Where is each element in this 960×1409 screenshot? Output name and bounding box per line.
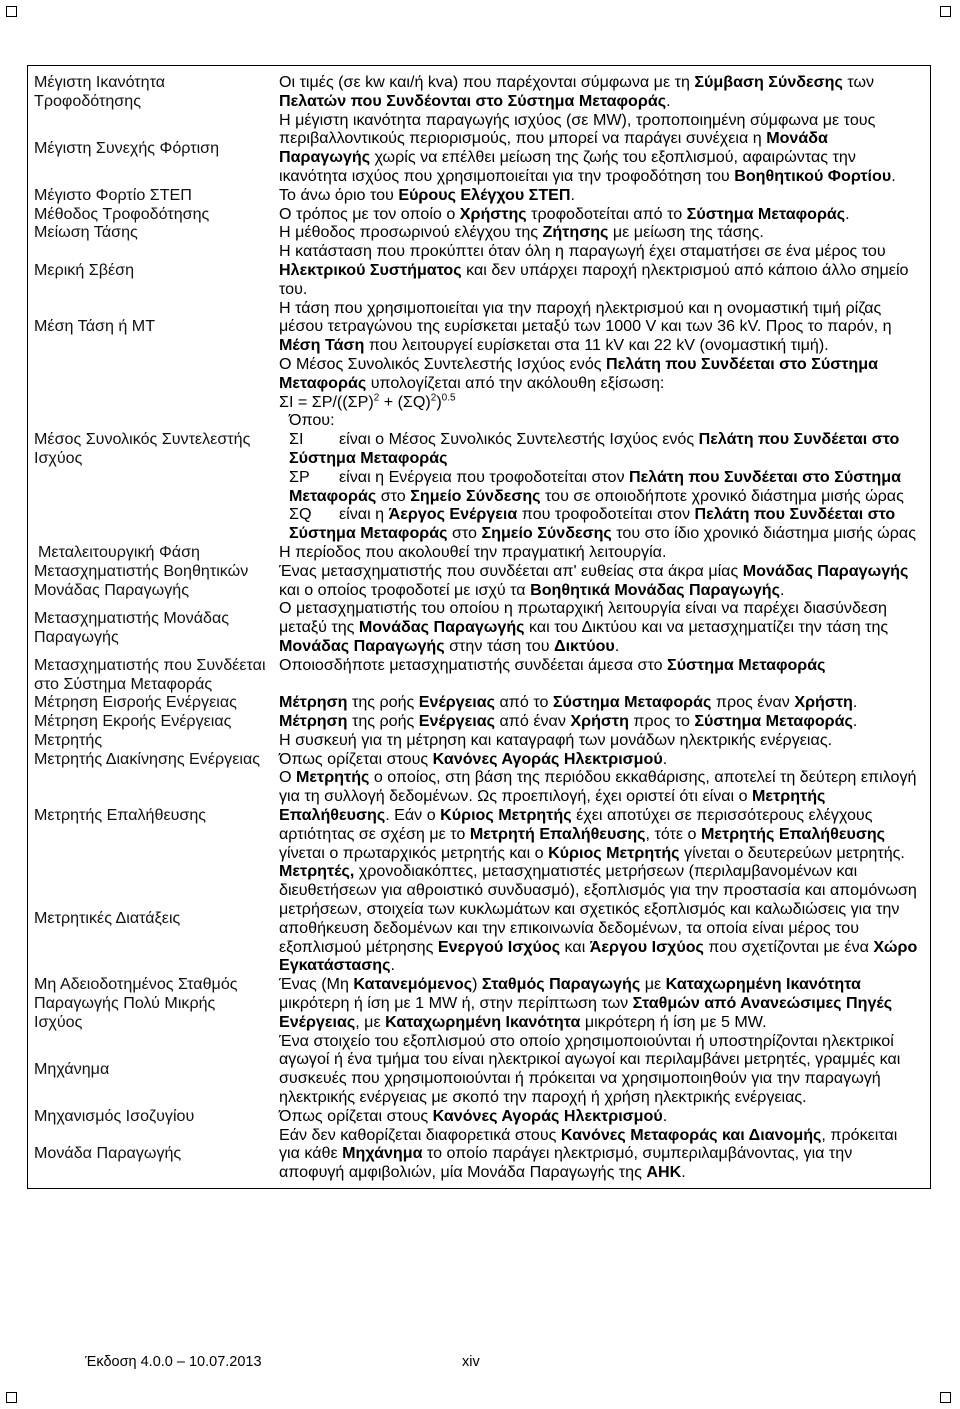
glossary-row	[28, 975, 930, 1031]
definition-text: , τότε ο	[645, 824, 701, 843]
definition-variable-item	[279, 430, 920, 468]
term-text: Μέση Τάση ή ΜΤ	[34, 317, 156, 336]
term-cell	[28, 693, 273, 712]
defined-term: Μέτρηση	[279, 693, 348, 712]
definition-cell	[273, 712, 930, 731]
term-cell	[28, 768, 273, 862]
definition-cell	[273, 111, 930, 186]
definition-cell	[273, 975, 930, 1031]
defined-term: Σύμβαση Σύνδεσης	[694, 73, 843, 91]
definition-paragraph	[279, 599, 920, 655]
definition-text: έχει αποτύχει σε περισσότερους ελέγχους αρτιότητας σε σχέση με το	[279, 806, 873, 843]
defined-term: Άεργου Ισχύος	[589, 937, 704, 956]
definition-cell	[273, 223, 930, 242]
definition-text: υπολογίζεται από την ακόλουθη εξίσωση:	[366, 373, 665, 392]
definition-text: .	[614, 636, 620, 655]
definition-paragraph	[279, 731, 920, 750]
definition-text: και δεν υπάρχει παροχή ηλεκτρισμού από κάποιο άλλο σημείο του.	[279, 260, 909, 298]
definition-text: μικρότερη ή ίση με 5 MW.	[580, 1012, 767, 1031]
term-text: Μεταλειτουργική Φάση	[38, 542, 200, 561]
term-cell	[28, 1107, 273, 1126]
definition-cell	[273, 1032, 930, 1107]
definition-text: Εάν δεν καθορίζεται διαφορετικά στους	[279, 1125, 561, 1144]
crop-mark-bottom-left	[6, 1392, 17, 1403]
term-cell	[28, 186, 273, 205]
definition-text: Ο τρόπος με τον οποίο ο	[279, 204, 460, 223]
definition-text: προς το	[628, 712, 695, 731]
definition-text: προς έναν	[711, 693, 795, 712]
definition-text: των	[842, 73, 875, 91]
term-cell	[28, 731, 273, 750]
defined-term: Μονάδας Παραγωγής	[742, 561, 909, 580]
glossary-row	[28, 1032, 930, 1107]
crop-mark-top-left	[6, 6, 17, 17]
crop-mark-top-right	[940, 6, 951, 17]
term-text: Μηχανισμός Ισοζυγίου	[34, 1106, 195, 1125]
definition-paragraph	[279, 355, 920, 393]
defined-term: Κανόνες Αγοράς Ηλεκτρισμού	[432, 1106, 663, 1125]
glossary-row	[28, 299, 930, 355]
definition-text: στο	[447, 524, 482, 543]
definition-text: Η συσκευή για τη μέτρηση και καταγραφή των μονάδων ηλεκτρικής ενέργειας.	[279, 730, 833, 749]
term-cell	[28, 543, 273, 562]
definition-cell	[273, 768, 930, 862]
definition-text: Όπως ορίζεται στους	[279, 1106, 433, 1125]
defined-term: Σταθμών από Ανανεώσιμες Πηγές Ενέργειας	[279, 994, 893, 1031]
defined-term: Κύριος Μετρητής	[440, 806, 572, 825]
definition-text: το οποίο παράγει ηλεκτρισμό, συμπεριλαμβάνοντας, για την αποφυγή αμφιβολιών, μία Μονάδα Παραγωγής της	[279, 1144, 853, 1182]
defined-term: Μετρητής	[296, 768, 370, 787]
definition-text: )	[436, 392, 442, 411]
variable-label: ΣΙ	[289, 430, 304, 449]
defined-term: Χώρο Εγκατάστασης	[279, 937, 918, 975]
term-text: Μηχάνημα	[34, 1059, 110, 1078]
definition-paragraph	[279, 562, 920, 600]
crop-mark-bottom-right	[940, 1392, 951, 1403]
definition-text: της ροής	[347, 693, 419, 712]
term-cell	[28, 223, 273, 242]
defined-term: Πελάτη που Συνδέεται στο Σύστημα Μεταφοράς	[289, 505, 896, 543]
term-text: Μονάδα Παραγωγής	[34, 1144, 182, 1163]
definition-cell	[273, 693, 930, 712]
definition-cell	[273, 599, 930, 655]
definition-paragraph	[279, 73, 920, 111]
defined-term: Ενέργειας	[418, 712, 496, 731]
definition-cell	[273, 750, 930, 769]
term-cell	[28, 862, 273, 975]
definition-paragraph	[279, 750, 920, 769]
definition-variable-item	[279, 505, 920, 543]
glossary-row	[28, 205, 930, 224]
definition-variable-item	[279, 468, 920, 506]
definition-text: Ένας μετασχηματιστής που συνδέεται απ' ευθείας στα άκρα μίας	[279, 561, 743, 580]
defined-term: Κανόνες Μεταφοράς και Διανομής	[560, 1125, 822, 1144]
footer-page-number: xiv	[462, 1354, 480, 1370]
glossary-row	[28, 1107, 930, 1126]
defined-term: Καταχωρημένη Ικανότητα	[665, 975, 861, 994]
definition-text: .	[662, 749, 668, 768]
definition-paragraph	[279, 1032, 920, 1107]
term-cell	[28, 1032, 273, 1107]
definition-cell	[273, 242, 930, 298]
definition-text: .	[570, 185, 576, 204]
definition-text: τροφοδοτείται από το	[526, 204, 687, 223]
definition-paragraph	[279, 111, 920, 186]
glossary-row	[28, 242, 930, 298]
glossary-row	[28, 712, 930, 731]
variable-label: ΣQ	[289, 505, 312, 524]
definition-text: γίνεται ο πρωταρχικός μετρητής και ο	[279, 843, 549, 862]
term-text: Μέγιστη Συνεχής Φόρτιση	[34, 138, 220, 157]
defined-term: Σύστημα Μεταφοράς	[694, 712, 853, 731]
definition-cell	[273, 731, 930, 750]
term-cell	[28, 975, 273, 1031]
glossary-rows	[28, 73, 930, 1182]
definition-cell	[273, 656, 930, 694]
term-cell	[28, 599, 273, 655]
defined-term: Πελάτη που Συνδέεται στο Σύστημα Μεταφοράς	[289, 430, 900, 467]
definition-text: Η περίοδος που ακολουθεί την πραγματική λειτουργία.	[279, 542, 667, 561]
definition-cell	[273, 1107, 930, 1126]
defined-term: Μετρητής Επαλήθευσης	[279, 787, 826, 825]
glossary-row	[28, 750, 930, 769]
term-cell	[28, 562, 273, 600]
definition-text: στην τάση του	[444, 636, 555, 655]
defined-term: Ζήτησης	[542, 223, 609, 242]
definition-text: είναι ο Μέσος Συνολικός Συντελεστής Ισχύος ενός	[339, 430, 699, 449]
glossary-row	[28, 223, 930, 242]
definition-paragraph	[279, 393, 920, 412]
definition-paragraph	[279, 768, 920, 862]
term-text: Μετρητής Επαλήθευσης	[34, 806, 207, 825]
defined-term: Χρήστης	[459, 204, 527, 223]
definition-text: του στο ίδιο χρονικό διάστημα μισής ώρας	[611, 524, 916, 543]
term-cell	[28, 242, 273, 298]
defined-term: Βοηθητικά Μονάδας Παραγωγής	[530, 580, 781, 599]
definition-text: .	[845, 204, 850, 223]
definition-paragraph	[279, 205, 920, 224]
definition-text: , πρόκειται για κάθε	[279, 1125, 898, 1163]
glossary-row	[28, 111, 930, 186]
definition-text: Όπου:	[289, 411, 335, 430]
glossary-row	[28, 186, 930, 205]
defined-term: Μονάδα Παραγωγής	[279, 129, 828, 167]
definition-paragraph	[279, 712, 920, 731]
definition-text: .	[780, 580, 785, 599]
defined-term: Πελάτη που Συνδέεται στο Σύστημα Μεταφοράς	[279, 354, 879, 392]
defined-term: Μέση Τάση	[279, 336, 365, 355]
definition-text: Η κατάσταση που προκύπτει όταν όλη η παραγωγή έχει σταματήσει σε ένα μέρος του	[279, 242, 886, 261]
term-text: Μέγιστη Ικανότητα Τροφοδότησης	[34, 73, 166, 110]
term-cell	[28, 299, 273, 355]
defined-term: Πελατών που Συνδέονται στο Σύστημα Μεταφοράς	[279, 91, 667, 110]
definition-text: .	[681, 1163, 686, 1182]
term-text: Μέγιστο Φορτίο ΣΤΕΠ	[34, 185, 192, 204]
definition-text: .	[666, 91, 671, 110]
term-cell	[28, 205, 273, 224]
defined-term: Ενέργειας	[418, 693, 496, 712]
term-cell	[28, 656, 273, 694]
defined-term: Σύστημα Μεταφοράς	[686, 204, 846, 223]
definition-text: από έναν	[495, 712, 571, 731]
definition-text: και	[560, 937, 590, 956]
defined-term: Κανόνες Αγοράς Ηλεκτρισμού	[432, 749, 663, 768]
definition-text: είναι η	[339, 505, 389, 524]
definition-text: Ο	[279, 768, 296, 787]
definition-text: χρονοδιακόπτες, μετασχηματιστές μετρήσεων (περιλαμβανομένων και διευθετήσεων για αθροιστικό συνδυασμό), εξοπλισμός για την προστασία και απομόνωση μετρήσεων, στοιχεία των κυκλωμάτων και σχετικός εξοπλισμός και καλωδιώσεις για την αποθήκευση δεδομένων και την επικοινωνία δεδομένων, τα οποία είναι μέρος του εξοπλισμού μέτρησης	[279, 862, 917, 956]
definition-text: + (ΣQ)	[379, 392, 431, 411]
defined-term: Σημείο Σύνδεσης	[481, 524, 612, 543]
variable-label: ΣΡ	[289, 467, 310, 486]
defined-term: Σύστημα Μεταφοράς	[667, 655, 826, 674]
definition-text: Οποιοσδήποτε μετασχηματιστής συνδέεται άμεσα στο	[279, 655, 668, 674]
definition-text: Το άνω όριο του	[279, 185, 399, 204]
definition-text: στο	[376, 486, 411, 505]
definition-text: χωρίς να επέλθει μείωση της ζωής του εξοπλισμού, αφαιρώντας την ικανότητα ισχύος που χρησιμοποιείται για την τροφοδότηση του	[279, 148, 856, 185]
definition-text: είναι η Ενέργεια που τροφοδοτείται στον	[339, 467, 630, 486]
glossary-row	[28, 1126, 930, 1182]
term-text: Μη Αδειοδοτημένος Σταθμός Παραγωγής Πολύ Μικρής Ισχύος	[34, 975, 238, 1031]
definition-text: και ο οποίος τροφοδοτεί με ισχύ τα	[279, 580, 531, 599]
superscript: 2	[430, 392, 437, 404]
definition-text: Ένας (Μη	[279, 975, 354, 994]
definition-text: από το	[495, 693, 553, 712]
glossary-row	[28, 73, 930, 111]
definition-paragraph	[279, 1126, 920, 1182]
defined-term: Δικτύου	[554, 636, 615, 655]
defined-term: Πελάτη που Συνδέεται στο Σύστημα Μεταφοράς	[289, 467, 901, 505]
definition-text: Οι τιμές (σε kw και/ή kva) που παρέχονται σύμφωνα με τη	[279, 73, 695, 91]
defined-term: Εύρους Ελέγχου ΣΤΕΠ	[398, 185, 571, 204]
defined-term: Καταχωρημένη Ικανότητα	[385, 1012, 581, 1031]
defined-term: Άεργος Ενέργεια	[388, 505, 518, 524]
definition-paragraph	[279, 411, 920, 430]
definition-cell	[273, 862, 930, 975]
definition-text: γίνεται ο δευτερεύων μετρητής.	[679, 843, 905, 862]
glossary-row	[28, 599, 930, 655]
defined-term: Σταθμός Παραγωγής	[481, 975, 641, 994]
defined-term: Κύριος Μετρητής	[548, 843, 680, 862]
definition-cell	[273, 299, 930, 355]
definition-text: .	[852, 693, 858, 712]
definition-text: .	[891, 166, 896, 185]
definition-text: Ένα στοιχείο του εξοπλισμού στο οποίο χρησιμοποιούνται ή υποστηρίζονται ηλεκτρικοί αγωγοί ή ένα τμήμα του είναι ηλεκτρικοί αγωγοί και περιλαμβάνει μετρητές, γραμμές και συσκευές που χρησιμοποιούνται ή πρόκειται να χρησιμοποιηθούν για την παραγωγή ηλεκτρικής ενέργειας με σκοπό την παροχή ή χρήση ηλεκτρικής ενέργειας.	[279, 1031, 901, 1107]
defined-term: Μηχάνημα	[342, 1144, 423, 1163]
term-cell	[28, 355, 273, 543]
defined-term: Μετρητές,	[279, 862, 355, 881]
defined-term: Σύστημα Μεταφοράς	[552, 693, 712, 712]
definition-text: ο οποίος, στη βάση της περιόδου εκκαθάρισης, αποτελεί τη δεύτερη επιλογή για τη συλλογή δεδομένων. Ως προεπιλογή, έχει οριστεί ότι είναι ο	[279, 768, 917, 806]
glossary-row	[28, 355, 930, 543]
definition-text: Όπως ορίζεται στους	[279, 749, 433, 768]
defined-term: Ενεργού Ισχύος	[437, 937, 561, 956]
term-cell	[28, 1126, 273, 1182]
defined-term: Σημείο Σύνδεσης	[410, 486, 541, 505]
definition-cell	[273, 543, 930, 562]
definition-paragraph	[279, 186, 920, 205]
definition-paragraph	[279, 975, 920, 1031]
definition-text: Η μέγιστη ικανότητα παραγωγής ισχύος (σε MW), τροποποιημένη σύμφωνα με τους περιβαλλοντικούς περιορισμούς, που μπορεί να παράγει συνέχεια η	[279, 110, 876, 148]
term-text: Μέσος Συνολικός Συντελεστής Ισχύος	[34, 430, 251, 467]
defined-term: Μονάδας Παραγωγής	[279, 636, 445, 655]
defined-term: Κατανεμόμενος	[353, 975, 473, 994]
definition-text: Ο μετασχηματιστής του οποίου η πρωταρχική λειτουργία είναι να παρέχει διασύνδεση μεταξύ της	[279, 599, 887, 637]
glossary-row	[28, 731, 930, 750]
glossary-row	[28, 656, 930, 694]
defined-term: Ηλεκτρικού Συστήματος	[279, 260, 462, 279]
definition-paragraph	[279, 862, 920, 975]
definition-text: της ροής	[347, 712, 419, 731]
glossary-table-frame	[27, 65, 931, 1189]
term-cell	[28, 73, 273, 111]
defined-term: ΑΗΚ	[646, 1163, 682, 1182]
definition-cell	[273, 73, 930, 111]
definition-text: , με	[355, 1012, 386, 1031]
glossary-table	[28, 73, 930, 1182]
glossary-row	[28, 862, 930, 975]
glossary-row	[28, 562, 930, 600]
definition-text: που σχετίζονται με ένα	[703, 937, 874, 956]
term-text: Μετασχηματιστής που Συνδέεται στο Σύστημα Μεταφοράς	[34, 655, 266, 693]
definition-text: . Εάν ο	[385, 806, 441, 825]
superscript: 0.5	[441, 392, 456, 404]
term-text: Μετασχηματιστής Βοηθητικών Μονάδας Παραγωγής	[34, 561, 249, 599]
defined-term: Μετρητής Επαλήθευσης	[700, 824, 886, 843]
definition-text: Ο Μέσος Συνολικός Συντελεστής Ισχύος ενός	[279, 354, 607, 373]
term-text: Μέτρηση Εισροής Ενέργειας	[34, 693, 237, 712]
defined-term: Χρήστη	[570, 712, 629, 731]
term-text: Μείωση Τάσης	[34, 223, 138, 242]
definition-text: που λειτουργεί ευρίσκεται στα 11 kV και 22 kV (ονομαστική τιμή).	[364, 336, 829, 355]
term-text: Μερική Σβέση	[34, 260, 135, 279]
term-text: Μετρητικές Διατάξεις	[34, 909, 181, 928]
definition-text: .	[390, 956, 395, 975]
term-cell	[28, 712, 273, 731]
definition-text: .	[662, 1106, 668, 1125]
definition-cell	[273, 562, 930, 600]
definition-text: με μείωση της τάσης.	[608, 223, 764, 242]
definition-paragraph	[279, 242, 920, 298]
term-cell	[28, 111, 273, 186]
definition-paragraph	[279, 299, 920, 355]
definition-paragraph	[279, 543, 920, 562]
definition-cell	[273, 186, 930, 205]
term-text: Μέτρηση Εκροής Ενέργειας	[34, 712, 232, 731]
definition-text: ΣΙ = ΣΡ/((ΣΡ)	[279, 392, 374, 411]
glossary-row	[28, 768, 930, 862]
term-text: Μετασχηματιστής Μονάδας Παραγωγής	[34, 608, 230, 646]
glossary-row	[28, 543, 930, 562]
definition-cell	[273, 355, 930, 543]
definition-text: μικρότερη ή ίση με 1 MW ή, στην περίπτωση των	[279, 994, 633, 1013]
definition-text: Η τάση που χρησιμοποιείται για την παροχή ηλεκτρισμού και η ονομαστική τιμή ρίζας μέσου τετραγώνου της ευρίσκεται μεταξύ των 1000 V και των 36 kV. Προς το παρόν, η	[279, 298, 892, 336]
definition-cell	[273, 1126, 930, 1182]
term-text: Μετρητής Διακίνησης Ενέργειας	[34, 749, 261, 768]
glossary-row	[28, 693, 930, 712]
definition-text: που τροφοδοτείται στον	[517, 505, 695, 524]
definition-text: )	[472, 975, 482, 994]
definition-text: Η μέθοδος προσωρινού ελέγχου της	[279, 223, 543, 242]
definition-paragraph	[279, 693, 920, 712]
definition-text: με	[640, 975, 666, 994]
defined-term: Χρήστη	[794, 693, 853, 712]
definition-cell	[273, 205, 930, 224]
definition-paragraph	[279, 1107, 920, 1126]
footer-version: Έκδοση 4.0.0 – 10.07.2013	[85, 1354, 262, 1370]
definition-paragraph	[279, 223, 920, 242]
superscript: 2	[373, 392, 380, 404]
term-cell	[28, 750, 273, 769]
definition-text: και του Δικτύου και να μετασχηματίζει την τάση της	[524, 618, 889, 637]
defined-term: Μετρητή Επαλήθευσης	[469, 824, 646, 843]
defined-term: Μέτρηση	[279, 712, 348, 731]
definition-paragraph	[279, 656, 920, 675]
defined-term: Μονάδας Παραγωγής	[358, 618, 525, 637]
defined-term: Βοηθητικού Φορτίου	[734, 166, 892, 185]
definition-text: του σε οποιοδήποτε χρονικό διάστημα μισής ώρας	[540, 486, 904, 505]
term-text: Μέθοδος Τροφοδότησης	[34, 204, 210, 223]
definition-text: .	[852, 712, 858, 731]
term-text: Μετρητής	[34, 730, 103, 749]
